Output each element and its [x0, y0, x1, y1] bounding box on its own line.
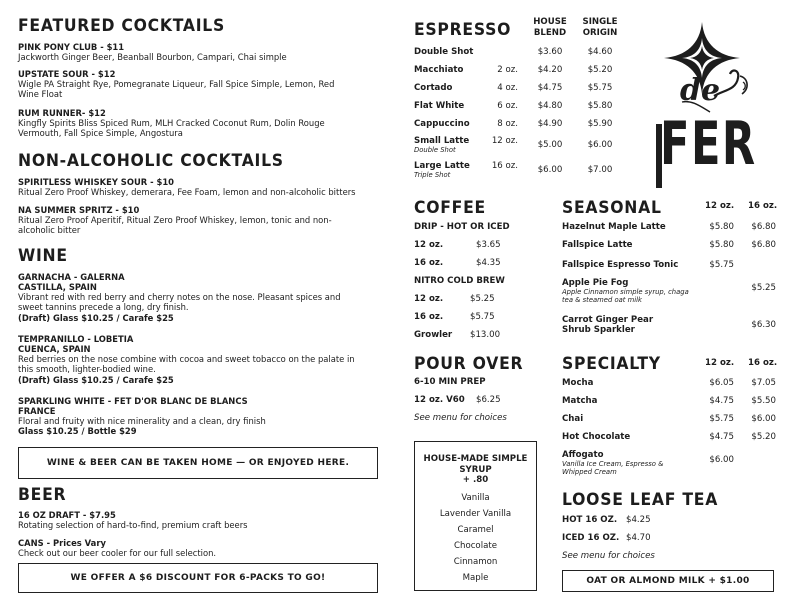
pourover-price: $6.25: [476, 395, 501, 405]
nitro-price: $13.00: [470, 330, 501, 340]
espresso-single-price: $5.90: [587, 119, 613, 129]
espresso-item-name: Macchiato: [414, 65, 464, 75]
logo-de: de: [680, 73, 721, 108]
pourover-note: See menu for choices: [414, 413, 507, 423]
seasonal-item-name: Fallspice Espresso Tonic: [562, 260, 679, 270]
item-desc: Red berries on the nose combine with cocoa and sweet tobacco on the palate in this smooth, lighter-bodied wine.: [18, 354, 355, 375]
specialty-item-name: Mocha: [562, 378, 594, 388]
wine-item: [18, 272, 363, 323]
espresso-item-name: Cortado: [414, 83, 453, 93]
espresso-single-price: $5.20: [587, 65, 613, 75]
nitro-size: 12 oz.: [414, 294, 444, 304]
header-line: BLEND: [533, 27, 567, 38]
seasonal-price-16oz: $6.80: [751, 222, 776, 232]
syrup-item: Maple: [462, 573, 489, 583]
espresso-single-price: $6.00: [587, 140, 613, 150]
featured-item: [18, 108, 330, 139]
drip-price: $4.35: [476, 258, 501, 268]
item-desc: Vibrant red with red berry and cherry notes on the nose. Pleasant spices and sweet tannins precede a long, dry finish.: [18, 292, 341, 313]
espresso-item-name: Small Latte: [414, 136, 470, 146]
espresso-item-name: Double Shot: [414, 47, 474, 57]
header-line: ORIGIN: [582, 27, 618, 38]
espresso-title: ESPRESSO: [414, 20, 512, 40]
nitro-title: NITRO COLD BREW: [414, 276, 505, 286]
espresso-single-price: $5.80: [587, 101, 613, 111]
item-name: PINK PONY CLUB - $11: [18, 42, 125, 52]
seasonal-title: SEASONAL: [562, 198, 662, 218]
seasonal-item-name: Fallspice Latte: [562, 240, 633, 250]
seasonal-price-12oz: $5.80: [709, 240, 734, 250]
seasonal-price-16oz: $6.80: [751, 240, 776, 250]
pourover-size: 12 oz. V60: [414, 395, 465, 405]
espresso-house-price: $4.80: [537, 101, 563, 111]
espresso-house-price: $6.00: [537, 165, 563, 175]
espresso-single-price: $4.60: [587, 47, 613, 57]
specialty-price-12oz: $4.75: [709, 432, 734, 442]
syrup-price: + .80: [462, 475, 489, 485]
espresso-item-size: 2 oz.: [497, 65, 518, 75]
syrup-item: Lavender Vanilla: [439, 509, 512, 519]
espresso-item-size: 4 oz.: [497, 83, 518, 93]
specialty-item-name: Affogato: [562, 450, 604, 460]
item-desc: Floral and fruity with nice minerality and a clean, dry finish: [18, 416, 266, 426]
drip-title: DRIP - HOT OR ICED: [414, 222, 510, 232]
specialty-12oz-header: 12 oz.: [705, 358, 735, 368]
seasonal-item-name: Carrot Ginger Pear Shrub Sparkler: [562, 315, 654, 335]
syrup-box: [414, 441, 537, 591]
pourover-sub: 6-10 MIN PREP: [414, 377, 486, 387]
drip-size: 16 oz.: [414, 258, 444, 268]
item-name: TEMPRANILLO - LOBETIA: [18, 334, 134, 344]
syrup-item: Caramel: [457, 525, 494, 535]
specialty-price-16oz: $5.50: [751, 396, 776, 406]
item-desc: Kingfly Spirits Bliss Spiced Rum, MLH Cracked Coconut Rum, Dolin Rouge Vermouth, Fall Spice Simple, Angostura: [18, 118, 325, 139]
item-name: 16 OZ DRAFT - $7.95: [18, 510, 116, 520]
item-desc: Ritual Zero Proof Aperitif, Ritual Zero Proof Whiskey, lemon, tonic and non-alcoholic bitter: [18, 215, 332, 236]
item-name: RUM RUNNER- $12: [18, 108, 106, 118]
milk-banner: OAT OR ALMOND MILK + $1.00: [562, 570, 774, 592]
espresso-item-sub: Double Shot: [414, 146, 456, 154]
syrup-title: HOUSE-MADE SIMPLE SYRUP: [423, 454, 528, 475]
item-price: (Draft) Glass $10.25 / Carafe $25: [18, 374, 174, 385]
espresso-item-size: 16 oz.: [491, 161, 518, 171]
tea-hot-label: HOT 16 OZ.: [562, 515, 618, 525]
nonalc-item: [18, 177, 378, 197]
espresso-house-price: $4.90: [537, 119, 563, 129]
seasonal-item-name: Apple Pie Fog: [562, 278, 629, 288]
header-line: SINGLE: [582, 17, 618, 27]
specialty-price-16oz: $6.00: [751, 414, 776, 424]
espresso-house-price: $4.75: [537, 83, 563, 93]
tea-title: LOOSE LEAF TEA: [562, 490, 719, 510]
item-desc: Ritual Zero Proof Whiskey, demerara, Fee Foam, lemon and non-alcoholic bitters: [18, 187, 356, 197]
seasonal-item-sub: Apple Cinnamon simple syrup, chaga tea & steamed oat milk: [562, 288, 689, 304]
specialty-price-16oz: $7.05: [751, 378, 776, 388]
six-pack-banner: WE OFFER A $6 DISCOUNT FOR 6-PACKS TO GO!: [18, 563, 378, 593]
espresso-house-price: $4.20: [537, 65, 563, 75]
item-desc: Rotating selection of hard-to-find, premium craft beers: [18, 520, 248, 530]
espresso-house-price: $5.00: [537, 140, 563, 150]
specialty-item-name: Matcha: [562, 396, 598, 406]
espresso-house-price: $3.60: [537, 47, 563, 57]
beer-title: BEER: [18, 485, 67, 505]
item-origin: FRANCE: [18, 406, 56, 416]
item-desc: Wigle PA Straight Rye, Pomegranate Liqueur, Fall Spice Simple, Lemon, Red Wine Float: [18, 79, 335, 100]
item-desc: Jackworth Ginger Beer, Beanball Bourbon, Campari, Chai simple: [18, 52, 287, 62]
defer-logo: [652, 16, 786, 194]
tea-iced-price: $4.70: [626, 533, 651, 543]
specialty-price-12oz: $4.75: [709, 396, 734, 406]
drip-size: 12 oz.: [414, 240, 444, 250]
featured-title: FEATURED COCKTAILS: [18, 16, 226, 36]
seasonal-12oz-header: 12 oz.: [705, 201, 735, 211]
syrup-item: Chocolate: [454, 541, 497, 551]
featured-item: [18, 42, 363, 62]
single-origin-header: [576, 17, 624, 38]
item-price: (Draft) Glass $10.25 / Carafe $25: [18, 312, 174, 323]
seasonal-item-name: Hazelnut Maple Latte: [562, 222, 666, 232]
tea-note: See menu for choices: [562, 551, 655, 561]
seasonal-price-16oz: $5.25: [751, 283, 776, 293]
item-price: Glass $10.25 / Bottle $29: [18, 426, 137, 437]
espresso-item-size: 6 oz.: [497, 101, 518, 111]
specialty-16oz-header: 16 oz.: [748, 358, 778, 368]
wine-title: WINE: [18, 246, 68, 266]
specialty-price-12oz: $6.00: [709, 455, 734, 465]
specialty-item-sub: Vanilla Ice Cream, Espresso & Whipped Cream: [562, 460, 664, 476]
espresso-item-sub: Triple Shot: [414, 171, 451, 179]
wine-item: [18, 334, 368, 385]
wine-item: [18, 396, 368, 436]
seasonal-price-12oz: $5.75: [709, 260, 734, 270]
nonalc-title: NON-ALCOHOLIC COCKTAILS: [18, 151, 284, 171]
espresso-item-name: Large Latte: [414, 161, 470, 171]
item-name: SPARKLING WHITE - FET D'OR BLANC DE BLANCS: [18, 396, 248, 406]
item-desc: Check out our beer cooler for our full selection.: [18, 548, 217, 558]
tea-iced-label: ICED 16 OZ.: [562, 533, 620, 543]
syrup-list: [415, 490, 536, 586]
header-line: HOUSE: [533, 17, 567, 27]
syrup-item: Cinnamon: [453, 557, 498, 567]
seasonal-price-16oz: $6.30: [751, 320, 776, 330]
specialty-item-name: Hot Chocolate: [562, 432, 631, 442]
beer-item: [18, 538, 363, 558]
specialty-price-12oz: $5.75: [709, 414, 734, 424]
specialty-price-16oz: $5.20: [751, 432, 776, 442]
nitro-size: 16 oz.: [414, 312, 444, 322]
wine-beer-banner: WINE & BEER CAN BE TAKEN HOME — OR ENJOYED HERE.: [18, 447, 378, 479]
featured-item: [18, 69, 338, 100]
drip-price: $3.65: [476, 240, 501, 250]
coffee-title: COFFEE: [414, 198, 486, 218]
nitro-price: $5.25: [470, 294, 495, 304]
pourover-title: POUR OVER: [414, 354, 524, 374]
tea-hot-price: $4.25: [626, 515, 651, 525]
nitro-size: Growler: [414, 330, 453, 340]
specialty-title: SPECIALTY: [562, 354, 661, 374]
espresso-item-name: Cappuccino: [414, 119, 470, 129]
espresso-item-name: Flat White: [414, 101, 465, 111]
seasonal-16oz-header: 16 oz.: [748, 201, 778, 211]
logo-fer: FER: [660, 109, 757, 179]
specialty-price-12oz: $6.05: [709, 378, 734, 388]
item-name: GARNACHA - GALERNA: [18, 272, 125, 282]
nitro-price: $5.75: [470, 312, 495, 322]
specialty-item-name: Chai: [562, 414, 584, 424]
item-name: SPIRITLESS WHISKEY SOUR - $10: [18, 177, 175, 187]
item-name: CANS - Prices Vary: [18, 538, 106, 548]
espresso-item-size: 12 oz.: [491, 136, 518, 146]
nonalc-item: [18, 205, 336, 236]
syrup-item: Vanilla: [461, 493, 490, 503]
item-name: UPSTATE SOUR - $12: [18, 69, 116, 79]
espresso-item-size: 8 oz.: [497, 119, 518, 129]
seasonal-price-12oz: $5.80: [709, 222, 734, 232]
item-origin: CUENCA, SPAIN: [18, 344, 91, 354]
espresso-single-price: $5.75: [587, 83, 613, 93]
house-blend-header: [527, 17, 573, 38]
espresso-single-price: $7.00: [587, 165, 613, 175]
item-name: NA SUMMER SPRITZ - $10: [18, 205, 140, 215]
item-origin: CASTILLA, SPAIN: [18, 282, 97, 292]
beer-item: [18, 510, 363, 530]
